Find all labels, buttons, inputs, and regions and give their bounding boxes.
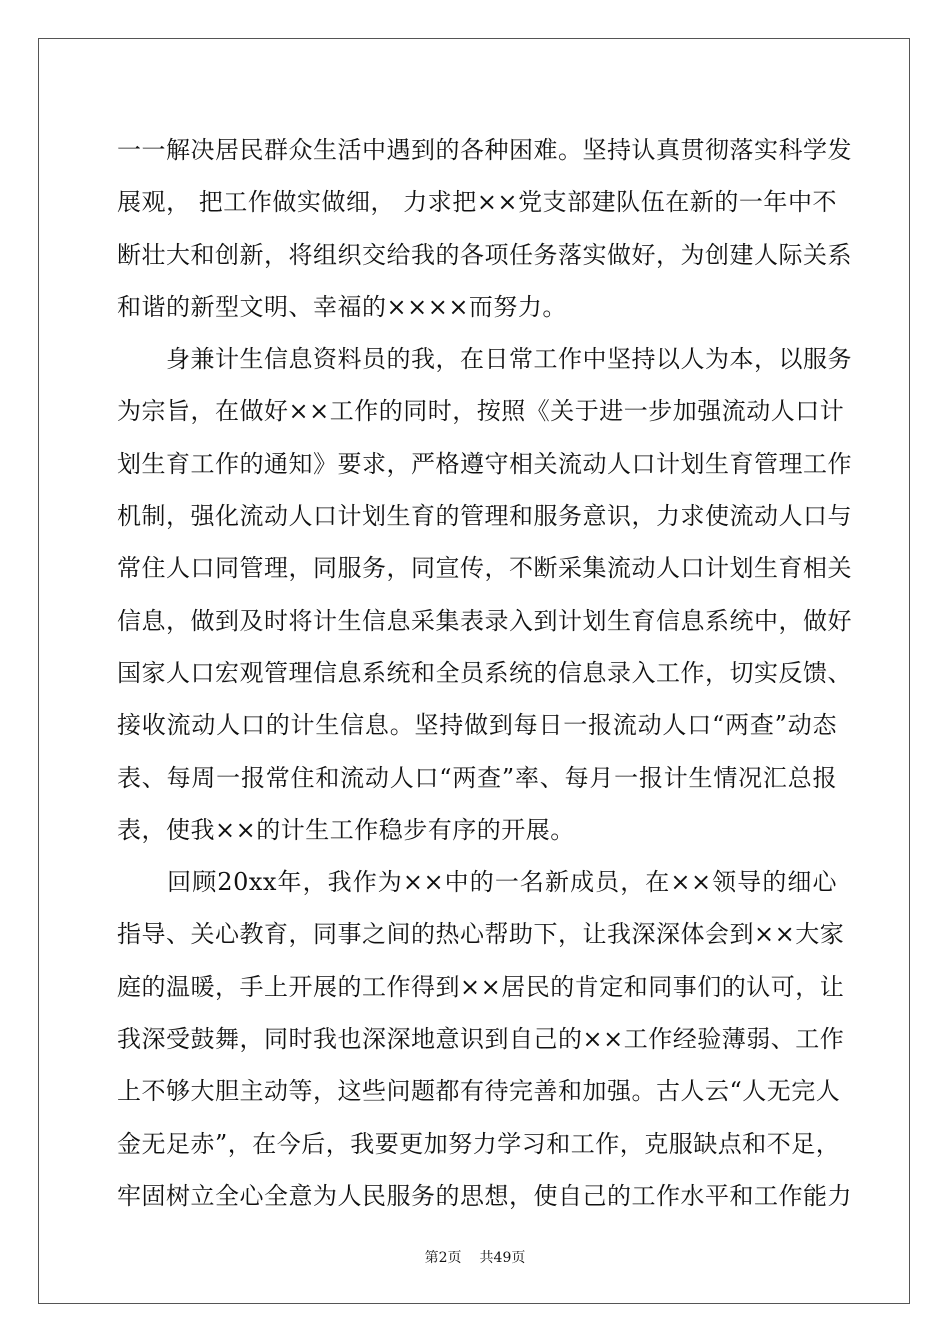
text-line: 一一解决居民群众生活中遇到的各种困难。坚持认真贯彻落实科学发 [117,136,852,164]
text-line: 身兼计生信息资料员的我，在日常工作中坚持以人为本，以服务 [117,345,852,374]
text-line: 庭的温暖，手上开展的工作得到××居民的肯定和同事们的认可，让 [117,972,845,1001]
text-line: 表，使我××的计生工作稳步有序的开展。 [117,815,575,844]
text-line: 金无足赤”，在今后，我要更加努力学习和工作，克服缺点和不足， [117,1129,841,1158]
page-footer [0,1247,950,1267]
page-total: 共49页 [479,1250,526,1266]
text-line: 划生育工作的通知》要求，严格遵守相关流动人口计划生育管理工作 [117,449,852,478]
text-line: 常住人口同管理，同服务，同宣传，不断采集流动人口计划生育相关 [117,554,852,583]
text-line: 接收流动人口的计生信息。坚持做到每日一报流动人口“两查”动态 [117,711,837,740]
text-line: 信息，做到及时将计生信息采集表录入到计划生育信息系统中，做好 [117,606,852,635]
text-line: 回顾20xx年，我作为××中的一名新成员，在××领导的细心 [117,868,837,897]
text-line: 上不够大胆主动等，这些问题都有待完善和加强。古人云“人无完人 [117,1077,841,1106]
text-line: 断壮大和创新，将组织交给我的各项任务落实做好，为创建人际关系 [117,240,852,269]
text-line: 我深受鼓舞，同时我也深深地意识到自己的××工作经验薄弱、工作 [117,1025,845,1054]
text-line: 牢固树立全心全意为人民服务的思想，使自己的工作水平和工作能力 [117,1181,852,1210]
document-body [117,124,852,1222]
text-line: 为宗旨，在做好××工作的同时，按照《关于进一步加强流动人口计 [117,397,845,426]
text-line: 和谐的新型文明、幸福的××××而努力。 [117,292,567,321]
text-line: 表、每周一报常住和流动人口“两查”率、每月一报计生情况汇总报 [117,763,837,792]
text-line: 指导、关心教育，同事之间的热心帮助下，让我深深体会到××大家 [117,920,845,949]
text-line: 展观， 把工作做实做细， 力求把××党支部建队伍在新的一年中不 [117,188,837,217]
text-line: 国家人口宏观管理信息系统和全员系统的信息录入工作，切实反馈、 [117,658,852,687]
text-line: 机制，强化流动人口计划生育的管理和服务意识，力求使流动人口与 [117,502,852,531]
page-number: 第2页 [424,1250,462,1266]
